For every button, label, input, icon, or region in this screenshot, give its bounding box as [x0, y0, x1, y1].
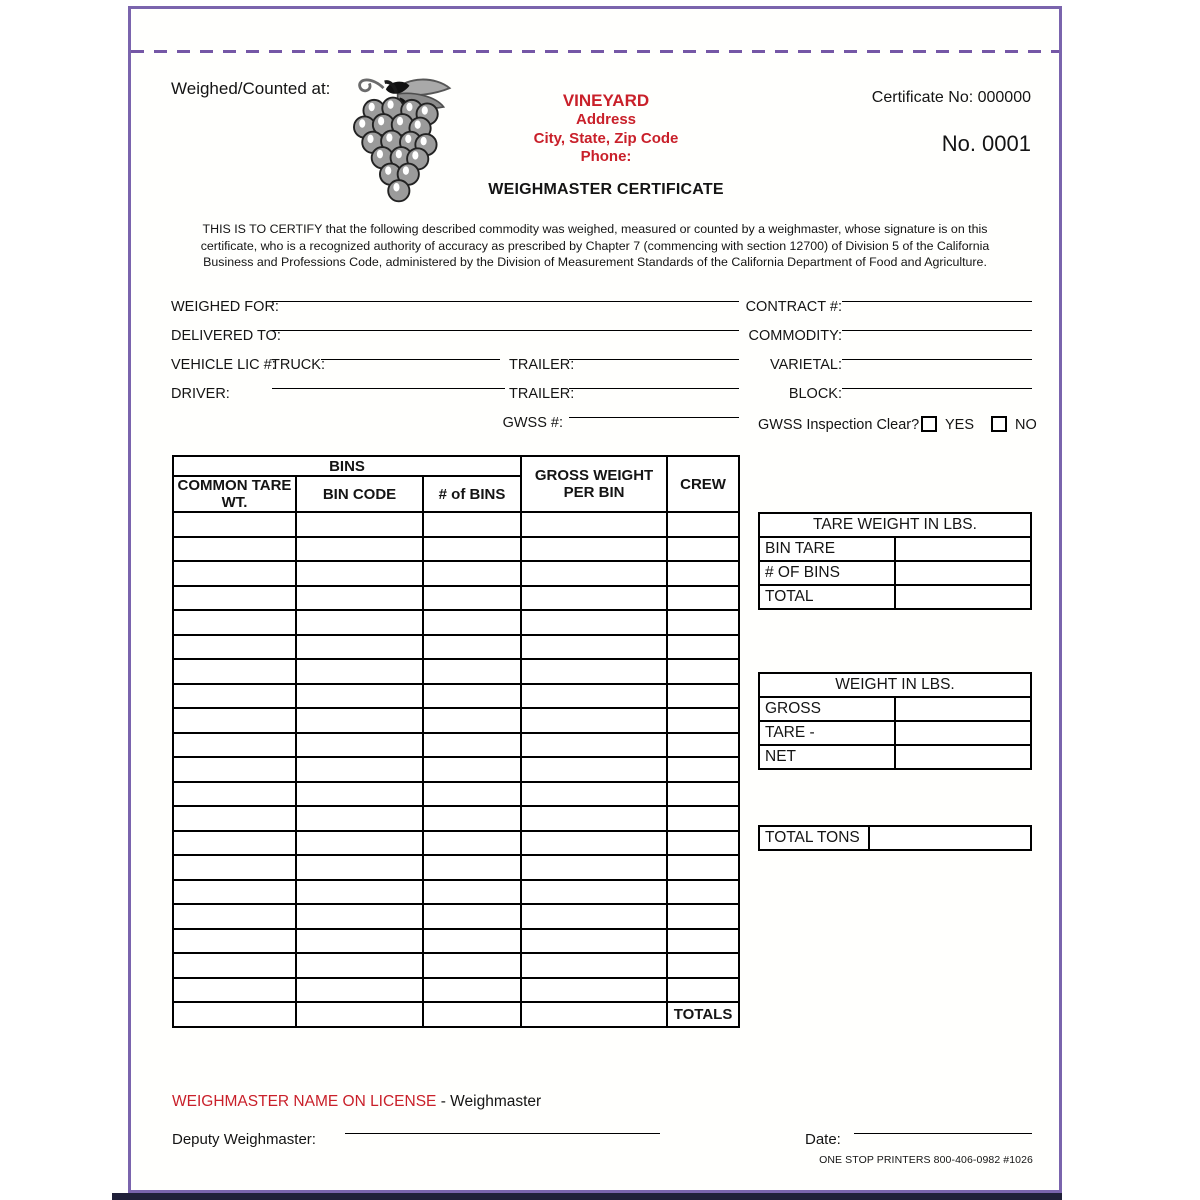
col-bin-code: BIN CODE	[296, 476, 423, 512]
bins-cell[interactable]	[521, 537, 667, 562]
kv-row	[759, 697, 1031, 721]
bins-table-row	[173, 537, 739, 562]
driver-label: DRIVER:	[171, 386, 230, 402]
commodity-line[interactable]	[842, 314, 1032, 331]
total-tons-table	[758, 825, 1032, 851]
bins-table-row	[173, 635, 739, 660]
bins-cell[interactable]	[667, 978, 739, 1003]
weighed-counted-at-label: Weighed/Counted at:	[171, 79, 331, 98]
bins-cell[interactable]	[423, 684, 521, 709]
bins-cell[interactable]	[521, 708, 667, 733]
bins-cell[interactable]	[667, 561, 739, 586]
printer-info: ONE STOP PRINTERS 800-406-0982 #1026	[819, 1154, 1033, 1166]
bins-cell[interactable]	[423, 855, 521, 880]
bins-table-row	[173, 586, 739, 611]
bins-table-row	[173, 855, 739, 880]
bins-cell[interactable]	[667, 782, 739, 807]
bins-cell[interactable]	[173, 684, 296, 709]
bins-table-row	[173, 610, 739, 635]
bins-table	[172, 455, 740, 1028]
bins-cell[interactable]	[423, 610, 521, 635]
col-gross-weight-per-bin: GROSS WEIGHT PER BIN	[521, 456, 667, 512]
row-value[interactable]	[895, 585, 1031, 609]
bins-cell[interactable]	[423, 978, 521, 1003]
trailer-2-label: TRAILER:	[509, 386, 575, 402]
bins-totals-row	[173, 1002, 739, 1027]
contract-no-label: CONTRACT #:	[745, 299, 842, 315]
bins-cell[interactable]	[521, 757, 667, 782]
bins-cell[interactable]	[667, 904, 739, 929]
bins-cell[interactable]	[423, 659, 521, 684]
bins-cell[interactable]	[296, 929, 423, 954]
certification-paragraph	[161, 221, 1029, 271]
vehicle-lic-label: VEHICLE LIC #:	[171, 357, 276, 373]
gwss-inspection-label: GWSS Inspection Clear?	[758, 417, 920, 433]
bins-cell[interactable]	[173, 806, 296, 831]
weighmaster-suffix: - Weighmaster	[436, 1093, 542, 1110]
commodity-label: COMMODITY:	[748, 328, 842, 344]
bins-cell[interactable]	[667, 855, 739, 880]
bins-cell[interactable]	[423, 831, 521, 856]
gwss-no-line[interactable]	[569, 401, 739, 418]
company-address: Address	[575, 111, 637, 128]
bins-cell[interactable]	[521, 512, 667, 537]
bins-cell[interactable]	[296, 635, 423, 660]
bins-cell[interactable]	[521, 586, 667, 611]
bins-table-row	[173, 831, 739, 856]
bins-cell[interactable]	[521, 782, 667, 807]
bins-cell[interactable]	[173, 880, 296, 905]
block-label: BLOCK:	[788, 386, 842, 402]
bins-cell[interactable]	[296, 659, 423, 684]
delivered-to-label: DELIVERED TO:	[171, 328, 281, 344]
bins-cell[interactable]	[423, 708, 521, 733]
weighmaster-name: WEIGHMASTER NAME ON LICENSE	[172, 1093, 437, 1110]
bins-group-header-row	[173, 456, 739, 476]
bins-cell[interactable]	[173, 610, 296, 635]
row-label: NET	[759, 745, 895, 769]
bins-cell[interactable]	[173, 561, 296, 586]
bins-cell[interactable]	[296, 512, 423, 537]
bins-cell[interactable]	[667, 929, 739, 954]
bins-cell[interactable]	[423, 537, 521, 562]
truck-label: TRUCK:	[271, 357, 325, 373]
gwss-no-label: GWSS #:	[502, 415, 563, 431]
bins-cell[interactable]	[296, 586, 423, 611]
varietal-line[interactable]	[842, 343, 1032, 360]
bins-cell[interactable]	[667, 733, 739, 758]
bins-cell[interactable]	[423, 561, 521, 586]
bins-cell[interactable]	[423, 586, 521, 611]
trailer-2-line[interactable]	[569, 372, 739, 389]
bins-cell[interactable]	[173, 537, 296, 562]
bins-cell[interactable]	[173, 1002, 296, 1027]
yes-label: YES	[945, 417, 975, 433]
bins-cell[interactable]	[521, 978, 667, 1003]
bins-cell[interactable]	[521, 684, 667, 709]
bins-cell[interactable]	[667, 537, 739, 562]
bins-cell[interactable]	[521, 855, 667, 880]
row-value[interactable]	[895, 537, 1031, 561]
row-value[interactable]	[895, 561, 1031, 585]
document-title: WEIGHMASTER CERTIFICATE	[488, 180, 724, 198]
certificate-sheet	[128, 6, 1062, 1193]
row-value[interactable]	[895, 721, 1031, 745]
varietal-label: VARIETAL:	[770, 357, 842, 373]
total-tons-label: TOTAL TONS	[759, 826, 869, 850]
bins-cell[interactable]	[296, 806, 423, 831]
row-value[interactable]	[895, 745, 1031, 769]
truck-line[interactable]	[321, 343, 500, 360]
row-label: # OF BINS	[759, 561, 895, 585]
driver-line[interactable]	[272, 372, 505, 389]
date-label: Date:	[805, 1131, 841, 1148]
bins-cell[interactable]	[173, 708, 296, 733]
row-label: TOTAL	[759, 585, 895, 609]
bins-cell[interactable]	[521, 635, 667, 660]
company-name: VINEYARD	[562, 91, 650, 110]
bins-cell[interactable]	[173, 978, 296, 1003]
weight-table	[758, 672, 1032, 770]
bins-cell[interactable]	[521, 561, 667, 586]
kv-row	[759, 745, 1031, 769]
bins-cell[interactable]	[667, 610, 739, 635]
weighed-for-label: WEIGHED FOR:	[171, 299, 279, 315]
col-common-tare-wt: COMMON TARE WT.	[173, 476, 296, 512]
kv-row	[759, 561, 1031, 585]
trailer-1-label: TRAILER:	[509, 357, 575, 373]
col-crew: CREW	[667, 456, 739, 512]
deputy-weighmaster-label: Deputy Weighmaster:	[172, 1131, 316, 1148]
bins-cell[interactable]	[296, 733, 423, 758]
delivered-to-line[interactable]	[272, 314, 739, 331]
bins-cell[interactable]	[423, 635, 521, 660]
bins-cell[interactable]	[667, 586, 739, 611]
bins-cell[interactable]	[296, 561, 423, 586]
bins-cell[interactable]	[667, 806, 739, 831]
total-tons-value[interactable]	[869, 826, 1031, 850]
bins-cell[interactable]	[296, 757, 423, 782]
col-num-bins: # of BINS	[423, 476, 521, 512]
bins-cell[interactable]	[173, 635, 296, 660]
no-label: NO	[1015, 417, 1037, 433]
kv-row	[759, 585, 1031, 609]
bins-cell[interactable]	[173, 904, 296, 929]
row-label: TARE -	[759, 721, 895, 745]
bins-cell[interactable]	[521, 1002, 667, 1027]
bins-table-row	[173, 708, 739, 733]
bins-cell[interactable]	[521, 733, 667, 758]
certificate-number: Certificate No: 000000	[871, 89, 1031, 106]
bins-cell[interactable]	[521, 831, 667, 856]
bins-cell[interactable]	[296, 978, 423, 1003]
bins-table-row	[173, 806, 739, 831]
bins-cell[interactable]	[173, 831, 296, 856]
tare-weight-table	[758, 512, 1032, 610]
bins-cell[interactable]	[521, 953, 667, 978]
bins-cell[interactable]	[296, 1002, 423, 1027]
bins-cell[interactable]	[296, 953, 423, 978]
bins-table-row	[173, 880, 739, 905]
bins-cell[interactable]	[296, 708, 423, 733]
bins-cell[interactable]	[296, 880, 423, 905]
weighed-for-line[interactable]	[272, 285, 739, 302]
row-label: BIN TARE	[759, 537, 895, 561]
bins-group-header: BINS	[173, 456, 521, 476]
kv-row	[759, 537, 1031, 561]
bins-cell[interactable]	[173, 659, 296, 684]
bins-cell[interactable]	[173, 757, 296, 782]
kv-row	[759, 721, 1031, 745]
bins-cell[interactable]	[667, 512, 739, 537]
bins-cell[interactable]	[173, 782, 296, 807]
weighmaster-signature-line	[172, 1093, 541, 1111]
bins-cell[interactable]	[667, 880, 739, 905]
bins-cell[interactable]	[173, 855, 296, 880]
bins-cell[interactable]	[296, 904, 423, 929]
bins-table-row	[173, 512, 739, 537]
bins-cell[interactable]	[521, 929, 667, 954]
bins-table-row	[173, 757, 739, 782]
certification-line-1: THIS IS TO CERTIFY that the following described commodity was weighed, measured or counted by a weighmaster, whose signature is on this	[202, 222, 988, 236]
contract-no-line[interactable]	[842, 285, 1032, 302]
bins-cell[interactable]	[423, 1002, 521, 1027]
bins-cell[interactable]	[423, 953, 521, 978]
total-tons-row	[759, 826, 1031, 850]
bins-cell[interactable]	[173, 953, 296, 978]
bins-cell[interactable]	[296, 537, 423, 562]
bins-table-row	[173, 904, 739, 929]
bins-cell[interactable]	[667, 635, 739, 660]
bins-table-row	[173, 929, 739, 954]
bins-cell[interactable]	[296, 831, 423, 856]
bins-table-row	[173, 978, 739, 1003]
bins-table-row	[173, 733, 739, 758]
bins-table-row	[173, 782, 739, 807]
weight-title: WEIGHT IN LBS.	[759, 673, 1031, 697]
bins-table-row	[173, 561, 739, 586]
form-number: No. 0001	[941, 131, 1031, 156]
block-line[interactable]	[842, 372, 1032, 389]
certification-line-3: Business and Professions Code, administered by the Division of Measurement Standards of the California Department of Food and Agriculture.	[203, 255, 987, 270]
bins-table-row	[173, 659, 739, 684]
no-checkbox[interactable]	[991, 416, 1007, 432]
bins-cell[interactable]	[423, 929, 521, 954]
date-line[interactable]	[854, 1117, 1032, 1134]
trailer-1-line[interactable]	[569, 343, 739, 360]
bins-cell[interactable]	[173, 586, 296, 611]
company-phone: Phone:	[580, 148, 632, 165]
bins-cell[interactable]	[423, 880, 521, 905]
bins-cell[interactable]	[667, 684, 739, 709]
bins-cell[interactable]	[296, 610, 423, 635]
row-label: GROSS	[759, 697, 895, 721]
bins-cell[interactable]	[667, 831, 739, 856]
bins-cell[interactable]	[667, 708, 739, 733]
bins-cell[interactable]	[521, 806, 667, 831]
bins-cell[interactable]	[423, 904, 521, 929]
bins-cell[interactable]	[296, 684, 423, 709]
bins-cell[interactable]	[521, 880, 667, 905]
deputy-signature-line[interactable]	[345, 1117, 660, 1134]
bins-cell[interactable]	[423, 733, 521, 758]
form-pad-edge	[112, 1193, 1062, 1200]
bins-cell[interactable]	[423, 512, 521, 537]
bins-cell[interactable]	[423, 806, 521, 831]
bins-cell[interactable]	[173, 733, 296, 758]
bins-cell[interactable]	[667, 659, 739, 684]
bins-table-row	[173, 684, 739, 709]
certification-line-2: certificate, who is a recognized authority of accuracy as prescribed by Chapter 7 (commencing with section 12700) of Division 5 of the California	[200, 238, 990, 253]
totals-label: TOTALS	[667, 1002, 739, 1027]
yes-checkbox[interactable]	[921, 416, 937, 432]
tare-weight-title: TARE WEIGHT IN LBS.	[759, 513, 1031, 537]
bins-cell[interactable]	[173, 929, 296, 954]
bins-cell[interactable]	[296, 855, 423, 880]
bins-cell[interactable]	[667, 953, 739, 978]
bins-table-row	[173, 953, 739, 978]
bins-cell[interactable]	[667, 757, 739, 782]
bins-cell[interactable]	[521, 659, 667, 684]
bins-cell[interactable]	[423, 782, 521, 807]
row-value[interactable]	[895, 697, 1031, 721]
company-city-state-zip: City, State, Zip Code	[533, 129, 679, 147]
perforation-line	[131, 50, 1059, 53]
bins-cell[interactable]	[296, 782, 423, 807]
bins-cell[interactable]	[173, 512, 296, 537]
bins-cell[interactable]	[521, 904, 667, 929]
bins-cell[interactable]	[521, 610, 667, 635]
bins-cell[interactable]	[423, 757, 521, 782]
